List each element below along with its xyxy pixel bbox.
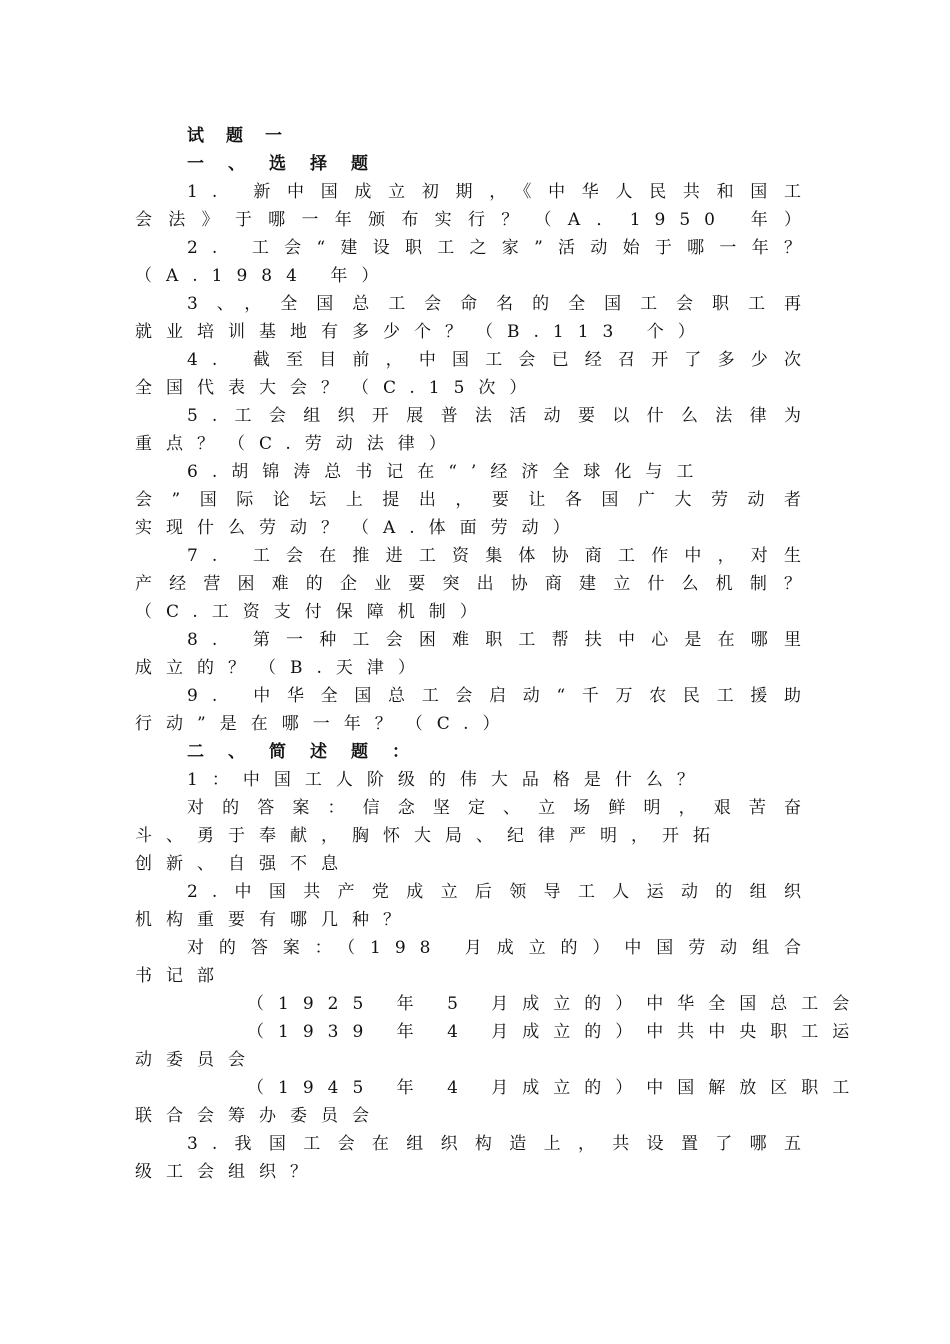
section-heading-short-answer: 二、简述题： [187, 742, 433, 762]
short-question-1: 1：中国工人阶级的伟大品格是什么？ [187, 770, 708, 790]
short-answer-2-line-2: 书记部 [135, 966, 228, 986]
question-2-line-1: 2. 工会“建设职工之家”活动始于哪一年？ [187, 238, 815, 258]
question-3-line-2: 就业培训基地有多少个？（B.113 个） [135, 322, 709, 342]
question-2-line-2: （A.1984 年） [135, 266, 393, 286]
question-4-line-1: 4. 截至目前，中国工会已经召开了多少次 [187, 350, 815, 370]
short-answer-2-line-1: 对的答案：（198 月成立的）中国劳动组合 [187, 938, 815, 958]
question-7-line-2: 产经营困难的企业要突出协商建立什么机制？ [135, 574, 815, 594]
question-9-line-2: 行动”是在哪一年？（C.） [135, 714, 514, 734]
document-title: 试题一 [187, 126, 304, 146]
question-5-line-2: 重点？（C.劳动法律） [135, 434, 460, 454]
question-7-line-1: 7. 工会在推进工资集体协商工作中，对生 [187, 546, 815, 566]
short-question-3-line-2: 级工会组织？ [135, 1162, 321, 1182]
question-1-line-1: 1. 新中国成立初期，《中华人民共和国工 [187, 182, 815, 202]
question-5-line-1: 5.工会组织开展普法活动要以什么法律为 [187, 406, 815, 426]
short-answer-1-line-1: 对的答案：信念坚定、立场鲜明，艰苦奋 [187, 798, 815, 818]
short-answer-2-line-4: （1939 年 4 月成立的）中共中央职工运 [247, 1022, 864, 1042]
short-answer-2-line-7: 联合会筹办委员会 [135, 1106, 383, 1126]
question-6-line-3: 实现什么劳动？（A.体面劳动） [135, 518, 584, 538]
question-8-line-2: 成立的？（B.天津） [135, 658, 429, 678]
question-6-line-2: 会”国际论坛上提出，要让各国广大劳动者 [135, 490, 815, 510]
short-answer-2-line-5: 动委员会 [135, 1050, 259, 1070]
short-question-2-line-2: 机构重要有哪几种？ [135, 910, 414, 930]
short-answer-2-line-6: （1945 年 4 月成立的）中国解放区职工 [247, 1078, 864, 1098]
question-4-line-2: 全国代表大会？（C.15次） [135, 378, 541, 398]
short-answer-1-line-2: 斗、勇于奉献，胸怀大局、纪律严明，开拓 [135, 826, 724, 846]
question-3-line-1: 3、，全国总工会命名的全国工会职工再 [187, 294, 815, 314]
short-question-3-line-1: 3.我国工会在组织构造上，共设置了哪五 [187, 1134, 815, 1154]
question-6-line-1: 6.胡锦涛总书记在“’经济全球化与工 [187, 462, 708, 482]
question-9-line-1: 9. 中华全国总工会启动“千万农民工援助 [187, 686, 815, 706]
question-8-line-1: 8. 第一种工会困难职工帮扶中心是在哪里 [187, 630, 815, 650]
section-heading-choice: 一、选择题 [187, 154, 392, 174]
short-answer-2-line-3: （1925 年 5 月成立的）中华全国总工会 [247, 994, 864, 1014]
question-1-line-2: 会法》于哪一年颁布实行？（A．1950 年） [135, 210, 815, 230]
question-7-line-3: （C.工资支付保障机制） [135, 602, 491, 622]
short-question-2-line-1: 2.中国共产党成立后领导工人运动的组织 [187, 882, 815, 902]
short-answer-1-line-3: 创新、自强不息 [135, 854, 352, 874]
